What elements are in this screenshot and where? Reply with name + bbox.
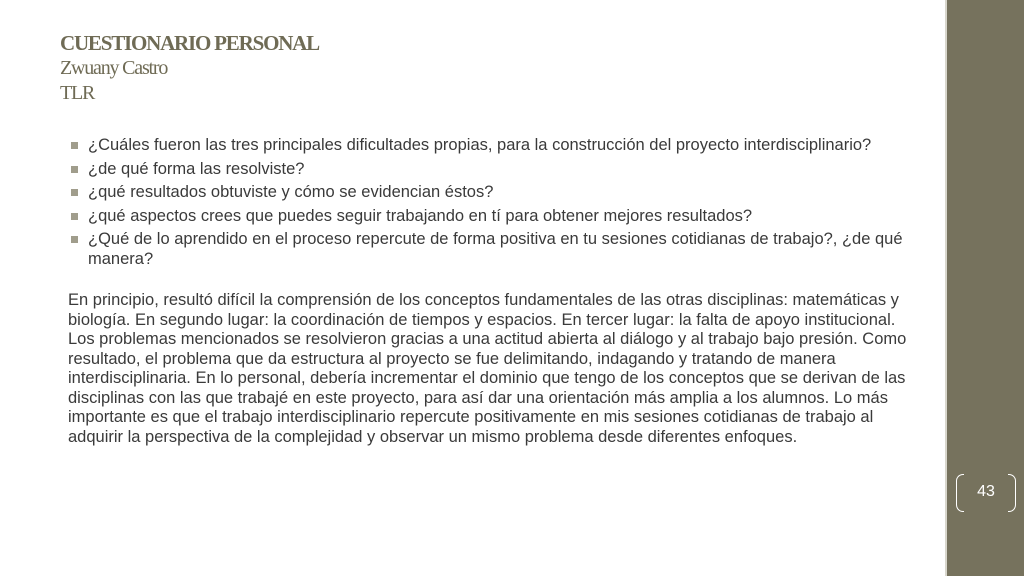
page-number-badge: [956, 474, 1016, 510]
answer-paragraph: En principio, resultó difícil la comprensión de los conceptos fundamentales de las otras disciplinas: matemáticas y biología. En segundo lugar: la coordinación de tiempos y espacios. En tercer lugar: la falta de apoyo institucional. Los problemas mencionados se resolvieron gracias a una actitud abierta al diálogo y al trabajo bajo presión. Como resultado, el problema que da estructura al proyecto se fue delimitando, indagando y tratando de manera interdisciplinaria. En lo personal, debería incrementar el dominio que tengo de los conceptos que se derivan de las disciplinas con las que trabajé en este proyecto, para así dar una orientación más amplia a los alumnos. Lo más importante es que el trabajo interdisciplinario repercute positivamente en mis sesiones cotidianas de trabajo al adquirir la perspectiva de la complejidad y observar un mismo problema desde diferentes enfoques.: [68, 291, 907, 446]
question-text: ¿qué aspectos crees que puedes seguir trabajando en tí para obtener mejores resultados?: [88, 206, 753, 225]
question-text: ¿Qué de lo aprendido en el proceso repercute de forma positiva en tu sesiones cotidianas de trabajo?, ¿de qué manera?: [88, 230, 903, 268]
list-item: [68, 230, 908, 269]
slide-title: [60, 30, 920, 106]
square-bullet-icon: [71, 166, 78, 173]
square-bullet-icon: [71, 142, 78, 149]
question-text: ¿qué resultados obtuviste y cómo se evidencian éstos?: [88, 183, 494, 201]
title-main: CUESTIONARIO PERSONAL: [60, 31, 319, 55]
square-bullet-icon: [71, 189, 78, 196]
list-item: [68, 183, 908, 203]
square-bullet-icon: [71, 236, 78, 243]
question-text: ¿Cuáles fueron las tres principales dificultades propias, para la construcción del proyecto interdisciplinario?: [88, 136, 872, 154]
list-item: [68, 136, 908, 156]
question-list: [68, 136, 908, 269]
list-item: [68, 207, 908, 227]
page-number: 43: [977, 483, 995, 500]
question-text: ¿de qué forma las resolviste?: [88, 159, 305, 178]
square-bullet-icon: [71, 213, 78, 220]
title-author: Zwuany Castro: [60, 57, 168, 79]
slide-content: [68, 136, 908, 447]
list-item: [68, 160, 908, 180]
title-subject: TLR: [60, 82, 95, 104]
